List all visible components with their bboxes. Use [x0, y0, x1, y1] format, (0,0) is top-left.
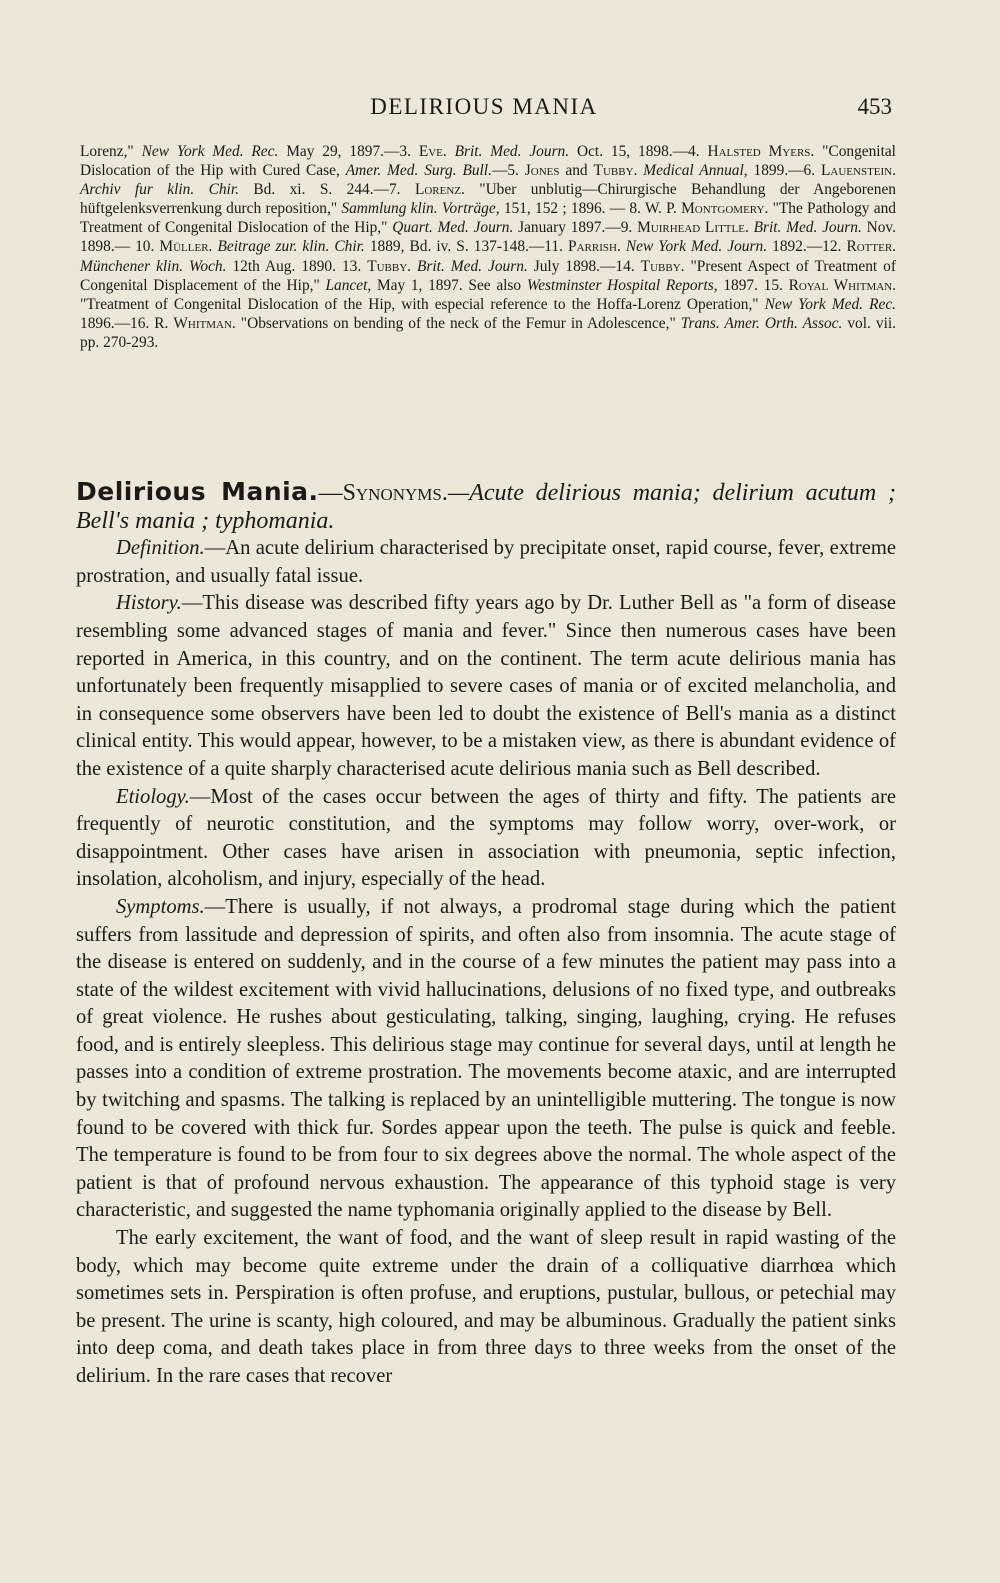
- ref-text: —5.: [491, 162, 519, 180]
- etiology-text: —Most of the cases occur between the ages of thirty and fifty. The patients are frequently of neurotic constitution, and the symptoms may follow worry, over-work, or disappointment. Other cases have arisen in association with pneumonia, septic infection, insolation, alcoholism, and injury, especially of the head.: [76, 785, 896, 891]
- ref-text: May 1, 1897. See also: [376, 276, 522, 294]
- ref-text: 1892.—12.: [772, 238, 842, 256]
- definition-text: —An acute delirium characterised by precipitate onset, rapid course, fever, extreme prostration, and usually fatal issue.: [76, 537, 896, 587]
- ref-journal: Brit. Med. Journ.: [753, 219, 862, 237]
- ref-author: Tubby.: [593, 162, 638, 180]
- ref-author: Whitman.: [173, 314, 236, 332]
- ref-text: Oct. 15, 1898.—4.: [576, 143, 700, 160]
- entry-heading: [76, 478, 896, 535]
- ref-text: Nov. 1898.— 10.: [80, 219, 896, 256]
- definition-label: Definition.: [116, 537, 205, 560]
- ref-journal: Westminster Hospital Reports,: [526, 276, 718, 294]
- ref-author: Montgomery.: [681, 200, 769, 218]
- ref-journal: Archiv fur klin. Chir.: [80, 181, 239, 199]
- ref-author: Rotter.: [846, 238, 897, 256]
- history-paragraph: [76, 590, 896, 783]
- entry-title: Delirious Mania.: [76, 477, 319, 506]
- ref-journal: Quart. Med. Journ.: [392, 219, 514, 237]
- ref-text: January 1897.—9.: [518, 219, 633, 237]
- ref-text: 1896.—16. R.: [80, 314, 169, 332]
- ref-text: "Observations on bending of the neck of the Femur in Adolescence,": [240, 314, 676, 332]
- ref-journal: New York Med. Rec.: [141, 143, 279, 160]
- page-number: 453: [857, 94, 892, 119]
- ref-journal: Brit. Med. Journ.: [417, 257, 528, 275]
- synonyms-dash: —: [318, 480, 343, 506]
- ref-journal: Trans. Amer. Orth. Assoc.: [680, 314, 843, 332]
- ref-text: Bd. xi. S. 244.—7.: [253, 181, 401, 199]
- symptoms-text: —There is usually, if not always, a prodromal stage during which the patient suffers from lassitude and depression of spirits, and often also from insomnia. The acute stage of the disease is entered on suddenly, and in the course of a few minutes the patient may pass into a state of the wildest excitement with vivid hallucinations, delusions of no fixed type, and outbreaks of great violence. He rushes about gesticulating, talking, singing, laughing, crying. He refuses food, and is entirely sleepless. This delirious stage may continue for several days, until at length he passes into a condition of extreme prostration. The movements become ataxic, and are interrupted by twitching and spasms. The talking is replaced by an unintelligible muttering. The tongue is now found to be covered with thick fur. Sordes appear upon the teeth. The pulse is quick and feeble. The temperature is found to be from four to six degrees above the normal. The whole aspect of the patient is that of profound nervous exhaustion. The appearance of this typhoid stage is very characteristic, and suggested the name typhomania originally applied to the disease by Bell.: [76, 895, 896, 1222]
- page-header: [76, 88, 892, 122]
- ref-author: Tubby.: [367, 257, 412, 275]
- ref-text: and: [565, 162, 588, 180]
- etiology-paragraph: [76, 784, 896, 894]
- ref-text: July 1898.—14.: [533, 257, 635, 275]
- ref-text: Lorenz,": [80, 143, 134, 160]
- ref-journal: Brit. Med. Journ.: [454, 143, 570, 160]
- ref-text: 1889, Bd. iv. S. 137-148.—11.: [369, 238, 563, 256]
- article-body: [76, 478, 896, 1391]
- ref-text: 12th Aug. 1890. 13.: [232, 257, 362, 275]
- ref-author: Parrish.: [568, 238, 621, 256]
- ref-text: "Congenital Dislocation of the Hip with Cured Case,: [80, 143, 896, 180]
- ref-journal: Münchener klin. Woch.: [80, 257, 227, 275]
- ref-journal: New York Med. Rec.: [764, 295, 896, 313]
- ref-journal: Beitrage zur. klin. Chir.: [217, 238, 365, 256]
- ref-text: "Treatment of Congenital Dislocation of the Hip, with especial reference to the Hoffa-Lorenz Operation,": [80, 295, 759, 313]
- ref-author: Royal Whitman.: [788, 276, 896, 294]
- ref-author: Eve.: [418, 143, 447, 160]
- ref-text: "The Pathology and Treatment of Congenital Dislocation of the Hip,": [80, 200, 896, 237]
- ref-text: 1899.—6.: [753, 162, 816, 180]
- etiology-label: Etiology.: [116, 785, 190, 808]
- wasting-paragraph: The early excitement, the want of food, and the want of sleep result in rapid wasting of the body, which may become quite extreme under the drain of a colliquative diarrhœa which sometimes sets in. Perspiration is often profuse, and eruptions, pustular, bullous, or petechial may be present. The urine is scanty, high coloured, and may be albuminous. Gradually the patient sinks into deep coma, and death takes place in from three days to three weeks from the onset of the delirium. In the rare cases that recover: [76, 1227, 896, 1387]
- symptoms-paragraph: [76, 894, 896, 1225]
- ref-journal: Sammlung klin. Vorträge,: [341, 200, 500, 218]
- running-title: DELIRIOUS MANIA: [370, 94, 598, 119]
- ref-text: vol. vii. pp. 270-293.: [80, 314, 896, 351]
- ref-text: 1897. 15.: [723, 276, 783, 294]
- synonyms-label: Synonyms.: [342, 480, 448, 506]
- ref-text: May 29, 1897.—3.: [286, 143, 411, 160]
- ref-author: Jones: [524, 162, 560, 180]
- symptoms-label: Symptoms.: [116, 895, 205, 918]
- ref-author: Lauenstein.: [821, 162, 896, 180]
- ref-text: 151, 152 ; 1896. — 8. W. P.: [503, 200, 677, 218]
- ref-author: Halsted Myers.: [707, 143, 815, 160]
- ref-author: Lorenz.: [414, 181, 465, 199]
- ref-author: Tubby.: [640, 257, 685, 275]
- bibliography-references: [80, 142, 896, 352]
- history-label: History.: [116, 592, 182, 615]
- ref-journal: New York Med. Journ.: [625, 238, 768, 256]
- definition-paragraph: [76, 535, 896, 590]
- ref-text: "Uber unblutig—Chirurgische Behandlung der Angeborenen hüftgelenksverrenkung durch reposition,": [80, 181, 896, 218]
- synonyms-text: —Acute delirious mania; delirium acutum ; Bell's mania ; typhomania.: [76, 480, 896, 534]
- ref-author: Muirhead Little.: [637, 219, 749, 237]
- history-text: —This disease was described fifty years ago by Dr. Luther Bell as "a form of disease resembling some advanced stages of mania and fever." Since then numerous cases have been reported in America, in this country, and on the continent. The term acute delirious mania has unfortunately been frequently misapplied to severe cases of mania or of excited melancholia, and in consequence some observers have been led to doubt the existence of Bell's mania as a distinct clinical entity. This would appear, however, to be a mistaken view, as there is abundant evidence of the existence of a quite sharply characterised acute delirious mania such as Bell described.: [76, 592, 896, 780]
- ref-journal: Amer. Med. Surg. Bull.: [345, 162, 492, 180]
- ref-journal: Lancet,: [325, 276, 372, 294]
- ref-journal: Medical Annual,: [643, 162, 748, 180]
- ref-text: "Present Aspect of Treatment of Congenital Displacement of the Hip,": [80, 257, 896, 294]
- ref-author: Müller.: [159, 238, 213, 256]
